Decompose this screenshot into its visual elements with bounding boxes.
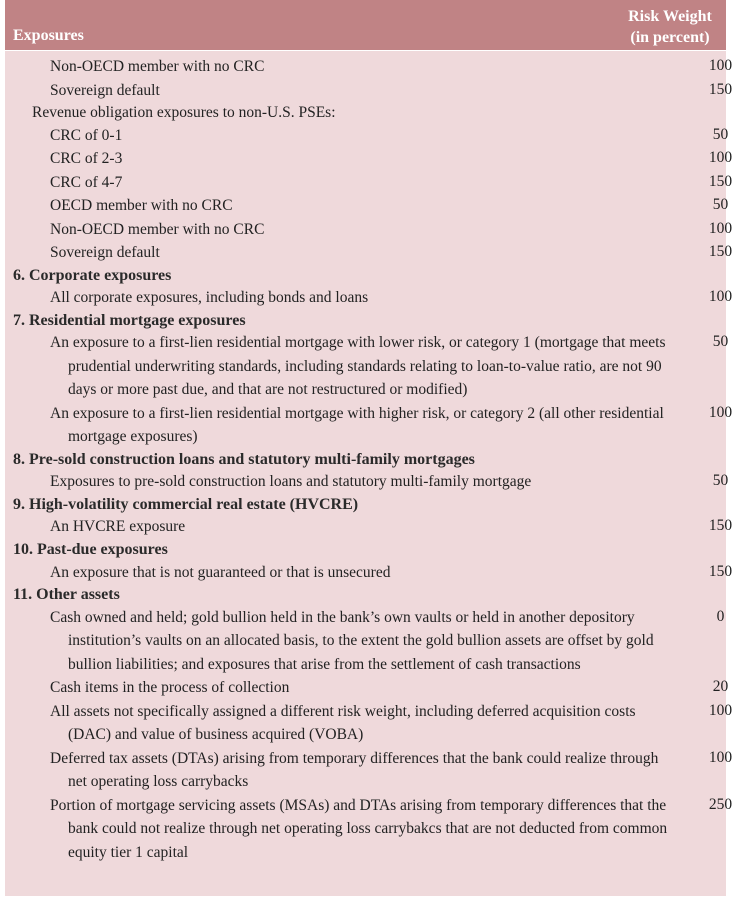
exposure-label: Revenue obligation exposures to non-U.S. PSEs:	[32, 104, 336, 121]
exposure-label: Exposures to pre-sold construction loans and statutory multi-family mortgage	[50, 473, 532, 491]
table-body	[5, 55, 733, 864]
table-row	[5, 55, 733, 79]
table-row	[5, 194, 729, 218]
exposure-label: All assets not specifically assigned a different risk weight, including deferred acquisition costs (DAC) and value of business acquired (VOBA)	[50, 702, 636, 744]
risk-weight-value: 100	[708, 288, 733, 306]
table-row	[5, 286, 733, 310]
table-row	[5, 794, 733, 865]
section-heading: 6. Corporate exposures	[13, 266, 172, 284]
exposure-label: All corporate exposures, including bonds and loans	[50, 289, 369, 307]
risk-weight-header-line1: Risk Weight	[628, 8, 712, 25]
risk-weight-value: 150	[708, 80, 733, 98]
table-row	[5, 79, 733, 103]
table-header	[5, 0, 726, 51]
risk-weight-value: 150	[708, 172, 733, 190]
risk-weight-value	[623, 494, 708, 516]
section-heading: 9. High-volatility commercial real estate (HVCRE)	[13, 495, 359, 513]
risk-weight-value: 50	[712, 472, 729, 490]
risk-weight-value: 250	[708, 795, 733, 813]
section-heading-row	[5, 539, 726, 561]
exposure-label: Non-OECD member with no CRC	[50, 220, 265, 238]
table-row	[5, 147, 733, 171]
exposure-label: OECD member with no CRC	[50, 197, 233, 215]
risk-weight-value	[623, 584, 708, 606]
risk-weight-value	[642, 102, 727, 124]
section-heading-row	[5, 449, 726, 471]
section-heading: 10. Past-due exposures	[13, 540, 168, 558]
section-heading: 11. Other assets	[13, 586, 120, 604]
risk-weight-value	[623, 310, 708, 332]
risk-weight-value	[623, 539, 708, 561]
table-row	[5, 124, 729, 148]
table-row	[5, 402, 733, 449]
exposure-label: An exposure to a first-lien residential mortgage with lower risk, or category 1 (mortgage that meets prudential underwriting standards, including standards relating to loan-to-value ratio, are not 90 days or more past due, and that are not restructured or modified)	[50, 334, 666, 399]
table-row	[5, 747, 733, 794]
table-row	[5, 331, 729, 402]
table-row	[5, 700, 733, 747]
exposure-label: Cash owned and held; gold bullion held in the bank’s own vaults or held in another depository institution’s vaults on an allocated basis, to the extent the gold bullion assets are offset by gold bullion liabilities; and exposures that arise from the settlement of cash transactions	[50, 608, 654, 673]
risk-weight-value: 150	[708, 562, 733, 580]
risk-weight-value: 100	[708, 403, 733, 421]
exposure-label: An exposure that is not guaranteed or that is unsecured	[50, 563, 391, 581]
exposure-label: Sovereign default	[50, 244, 160, 262]
risk-weight-value: 150	[708, 517, 733, 535]
risk-weight-value: 50	[712, 196, 729, 214]
exposure-label: Deferred tax assets (DTAs) arising from temporary differences that the bank could realize through net operating loss carrybacks	[50, 749, 659, 791]
exposure-label: An exposure to a first-lien residential mortgage with higher risk, or category 2 (all other residential mortgage exposures)	[50, 404, 664, 446]
risk-weight-value	[623, 449, 708, 471]
table-row	[5, 171, 733, 195]
exposure-label: Sovereign default	[50, 81, 160, 99]
exposure-label: CRC of 0-1	[50, 126, 123, 144]
risk-weight-value: 100	[708, 219, 733, 237]
risk-weight-value	[623, 265, 708, 287]
table-row	[5, 676, 729, 700]
section-heading-row	[5, 584, 726, 606]
table-row	[5, 515, 733, 539]
risk-weight-value: 50	[712, 333, 729, 351]
exposure-label: Portion of mortgage servicing assets (MSAs) and DTAs arising from temporary differences that the bank could not realize through net operating loss carrybakcs that are not deducted from common equity tier 1 capital	[50, 796, 668, 861]
risk-weight-value: 100	[708, 701, 733, 719]
exposure-label: Non-OECD member with no CRC	[50, 58, 265, 75]
table-row	[5, 470, 729, 494]
section-heading-row	[5, 310, 726, 332]
risk-weight-column-header	[620, 6, 720, 48]
exposure-label: Cash items in the process of collection	[50, 679, 290, 697]
table-row	[5, 606, 726, 677]
risk-weight-value: 50	[712, 125, 729, 143]
exposures-column-header: Exposures	[13, 27, 84, 44]
risk-weight-table	[5, 0, 733, 896]
exposure-label: An HVCRE exposure	[50, 518, 186, 536]
table-row	[5, 561, 733, 585]
risk-weight-value: 20	[712, 678, 729, 696]
table-row	[5, 218, 733, 242]
exposure-label: CRC of 2-3	[50, 150, 123, 168]
risk-weight-value: 100	[708, 149, 733, 167]
section-heading-row	[5, 494, 726, 516]
table-row	[5, 102, 726, 124]
section-heading-row	[5, 265, 726, 287]
risk-weight-value: 100	[708, 57, 733, 74]
risk-weight-value: 0	[716, 607, 725, 625]
risk-weight-value: 100	[708, 748, 733, 766]
exposure-label: CRC of 4-7	[50, 173, 123, 191]
table-row	[5, 241, 733, 265]
risk-weight-header-line2: (in percent)	[630, 29, 710, 46]
risk-weight-value: 150	[708, 243, 733, 261]
section-heading: 7. Residential mortgage exposures	[13, 311, 246, 329]
section-heading: 8. Pre-sold construction loans and statutory multi-family mortgages	[13, 450, 475, 468]
